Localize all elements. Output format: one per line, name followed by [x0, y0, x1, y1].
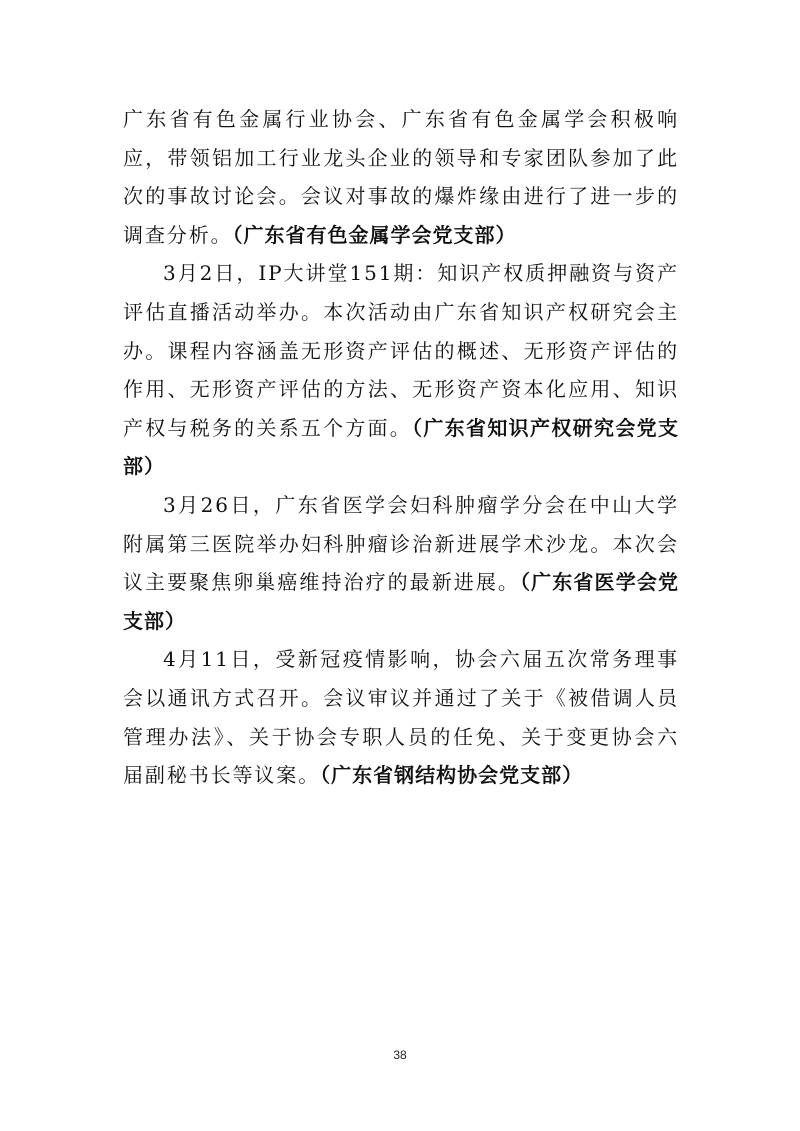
paragraph-source: （广东省医学会党支部） [123, 570, 680, 633]
paragraph-source: （广东省有色金属学会党支部） [232, 222, 517, 247]
paragraph [123, 486, 679, 640]
page-number: 38 [393, 1048, 407, 1062]
paragraph-text: 3月26日，广东省医学会妇科肿瘤学分会在中山大学附属第三医院举办妇科肿瘤诊治新进展学术沙龙。本次会议主要聚焦卵巢癌维持治疗的最新进展。 [123, 492, 679, 595]
paragraph-text: 广东省有色金属行业协会、广东省有色金属学会积极响应，带领铝加工行业龙头企业的领导和专家团队参加了此次的事故讨论会。会议对事故的爆炸缘由进行了进一步的调查分析。 [123, 107, 679, 247]
paragraph [123, 254, 679, 486]
paragraph-text: 4月11日，受新冠疫情影响，协会六届五次常务理事会以通讯方式召开。会议审议并通过了关于《被借调人员管理办法》、关于协会专职人员的任免、关于变更协会六届副秘书长等议案。 [123, 647, 679, 788]
paragraph-continued [123, 100, 679, 254]
paragraph-source: （广东省钢结构协会党支部） [320, 763, 584, 788]
body-text [123, 100, 679, 795]
paragraph-text: 3月2日，IP大讲堂151期：知识产权质押融资与资产评估直播活动举办。本次活动由广东省知识产权研究会主办。课程内容涵盖无形资产评估的概述、无形资产评估的作用、无形资产评估的方法、无形资产资本化应用、知识产权与税务的关系五个方面。 [123, 261, 679, 440]
paragraph-source: （广东省知识产权研究会党支部） [123, 415, 679, 479]
paragraph [123, 640, 679, 794]
